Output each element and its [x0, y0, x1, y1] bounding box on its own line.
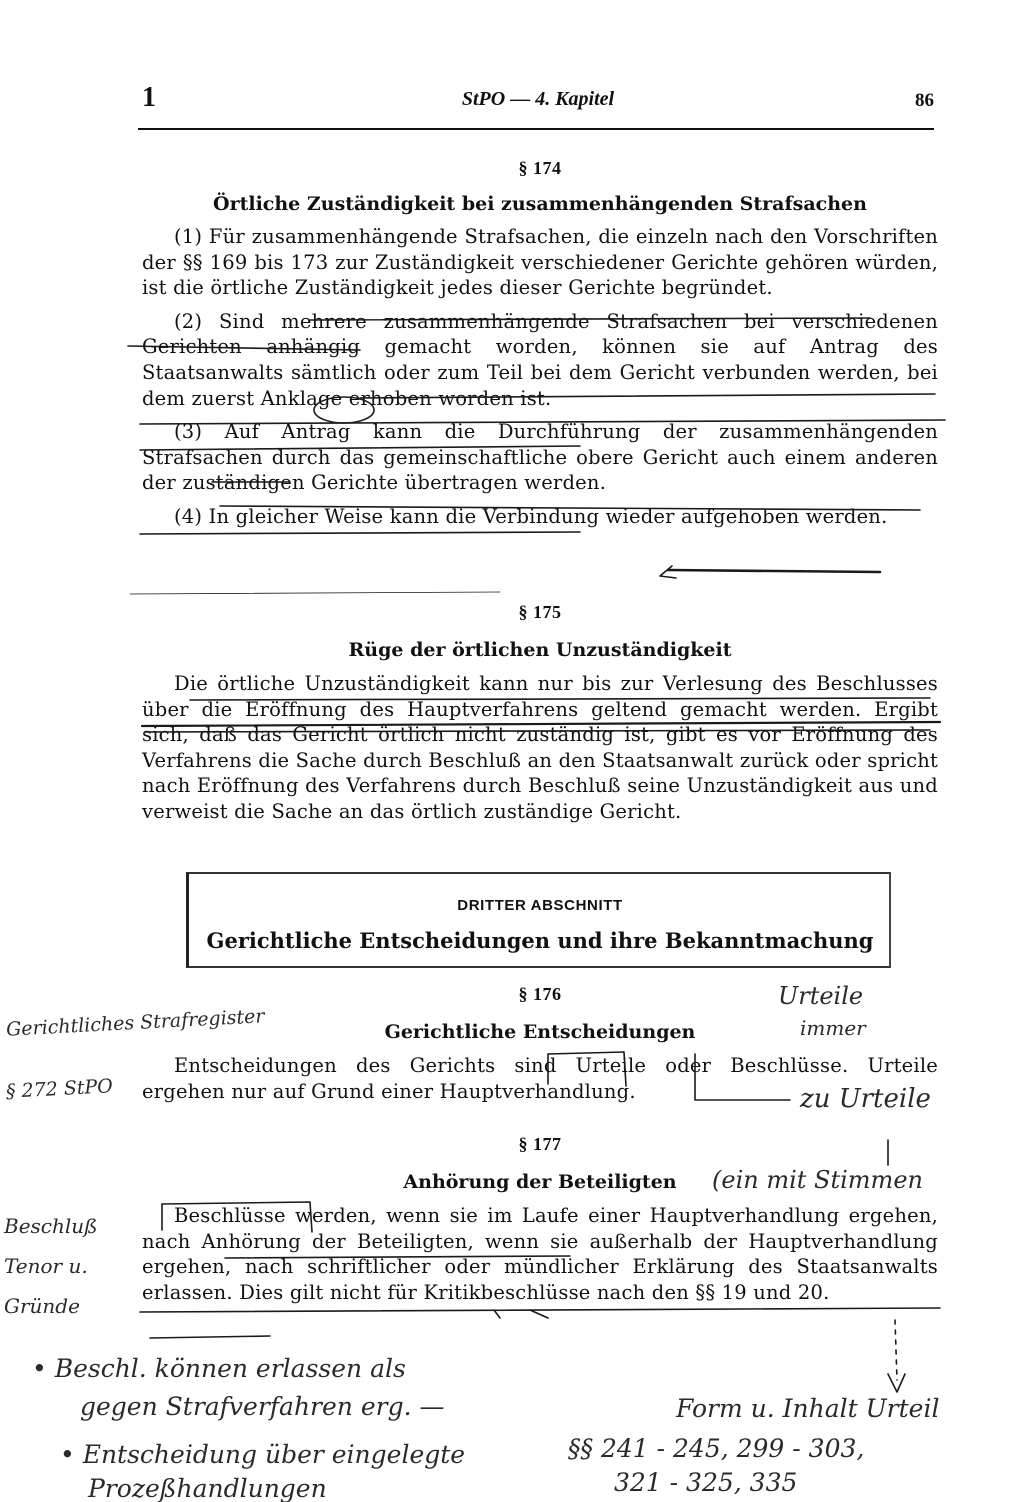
- underline-mark: [140, 532, 580, 534]
- section-175: [142, 602, 938, 825]
- paragraph-177-1: Beschlüsse werden, wenn sie im Laufe einer Hauptverhandlung ergehen, nach Anhörung der Beteiligten, wenn sie außerhalb der Hauptverhandlung ergehen, nach schriftlicher oder mündlicher Erklärung des Staatsanwalts erlassen. Dies gilt nicht für Kritikbeschlüsse nach den §§ 19 und 20.: [142, 1204, 938, 1304]
- abschnitt-title: Gerichtliche Entscheidungen und ihre Bekanntmachung: [206, 928, 874, 953]
- arrow-mark: [895, 1320, 897, 1380]
- handwritten-note: Prozeßhandlungen: [88, 1474, 327, 1502]
- handwritten-note: § 272 StPO: [5, 1075, 114, 1103]
- underline-mark: [668, 570, 880, 572]
- handwritten-note: Gerichtliches Strafregister: [5, 1005, 265, 1041]
- abschnitt-label: DRITTER ABSCHNITT: [457, 897, 623, 914]
- section-heading: Gerichtliche Entscheidungen: [384, 1021, 696, 1043]
- paragraph-174-3: (3) Auf Antrag kann die Durchführung der zusammenhängenden Strafsachen durch das gemeinschaftliche obere Gericht auch einem anderen der zuständigen Gerichte übertragen werden.: [142, 420, 938, 495]
- handwritten-note: (ein mit Stimmen: [712, 1166, 923, 1194]
- section-heading: Örtliche Zuständigkeit bei zusammenhängenden Strafsachen: [213, 193, 867, 215]
- section-heading: Anhörung der Beteiligten: [403, 1171, 677, 1193]
- section-number: § 174: [518, 158, 562, 178]
- handwritten-note: Form u. Inhalt Urteil: [676, 1394, 940, 1423]
- header-rule: [138, 128, 934, 130]
- handwritten-note: immer: [800, 1016, 866, 1040]
- paragraph-174-4: (4) In gleicher Weise kann die Verbindung wieder aufgehoben werden.: [174, 504, 888, 528]
- abschnitt-frame: [186, 872, 891, 968]
- section-174: [142, 158, 938, 530]
- running-header: [142, 82, 934, 126]
- tick-mark: [530, 1310, 548, 1318]
- paragraph-175-1: Die örtliche Unzuständigkeit kann nur bis zur Verlesung des Beschlusses über die Eröffnung des Hauptverfahrens geltend gemacht werden. Ergibt sich, daß das Gericht örtlich nicht zuständig ist, gibt es vor Eröffnung des Verfahrens die Sache durch Beschluß an den Staatsanwalt zurück oder spricht nach Eröffnung des Verfahrens durch Beschluß seine Unzuständigkeit aus und verweist die Sache an das örtlich zuständige Gericht.: [142, 672, 938, 823]
- underline-mark: [140, 1308, 940, 1312]
- handwritten-note: zu Urteile: [800, 1084, 931, 1114]
- section-number: § 177: [518, 1134, 562, 1154]
- handwritten-note: Beschluß Tenor u. Gründe: [4, 1214, 98, 1318]
- section-177: [142, 1134, 938, 1305]
- handwritten-note: Urteile: [778, 982, 864, 1010]
- handwritten-note: §§ 241 - 245, 299 - 303,: [568, 1434, 865, 1463]
- page-number: 86: [915, 90, 934, 111]
- underline-mark: [150, 1336, 270, 1338]
- handwritten-note: gegen Strafverfahren erg. —: [80, 1392, 445, 1421]
- arrow-mark: [660, 566, 676, 578]
- handwritten-note: • Entscheidung über eingelegte: [60, 1440, 466, 1469]
- section-heading: Rüge der örtlichen Unzuständigkeit: [348, 639, 732, 661]
- section-number: § 176: [518, 984, 562, 1004]
- paragraph-174-2: (2) Sind mehrere zusammenhängende Strafsachen bei verschiedenen Gerichten anhängig gemacht worden, können sie auf Antrag des Staatsanwalts sämtlich oder zum Teil bei dem Gericht verbunden werden, bei dem zuerst Anklage erhoben worden ist.: [142, 309, 938, 410]
- tick-mark: [494, 1310, 500, 1318]
- handwritten-note: 321 - 325, 335: [614, 1468, 798, 1497]
- arrow-mark: [888, 1374, 905, 1392]
- underline-mark: [130, 592, 500, 594]
- paragraph-176-1: Entscheidungen des Gerichts sind Urteile oder Beschlüsse. Urteile ergehen nur auf Grund einer Hauptverhandlung.: [142, 1054, 938, 1103]
- section-number: § 175: [518, 602, 562, 622]
- handwritten-note: • Beschl. können erlassen als: [32, 1354, 406, 1383]
- chapter-number: 1: [142, 82, 156, 113]
- running-title: StPO — 4. Kapitel: [461, 88, 615, 110]
- paragraph-174-1: (1) Für zusammenhängende Strafsachen, die einzeln nach den Vorschriften der §§ 169 bis 173 zur Zuständigkeit verschiedener Gerichte gehören würden, ist die örtliche Zuständigkeit jedes dieser Gerichte begründet.: [142, 225, 938, 300]
